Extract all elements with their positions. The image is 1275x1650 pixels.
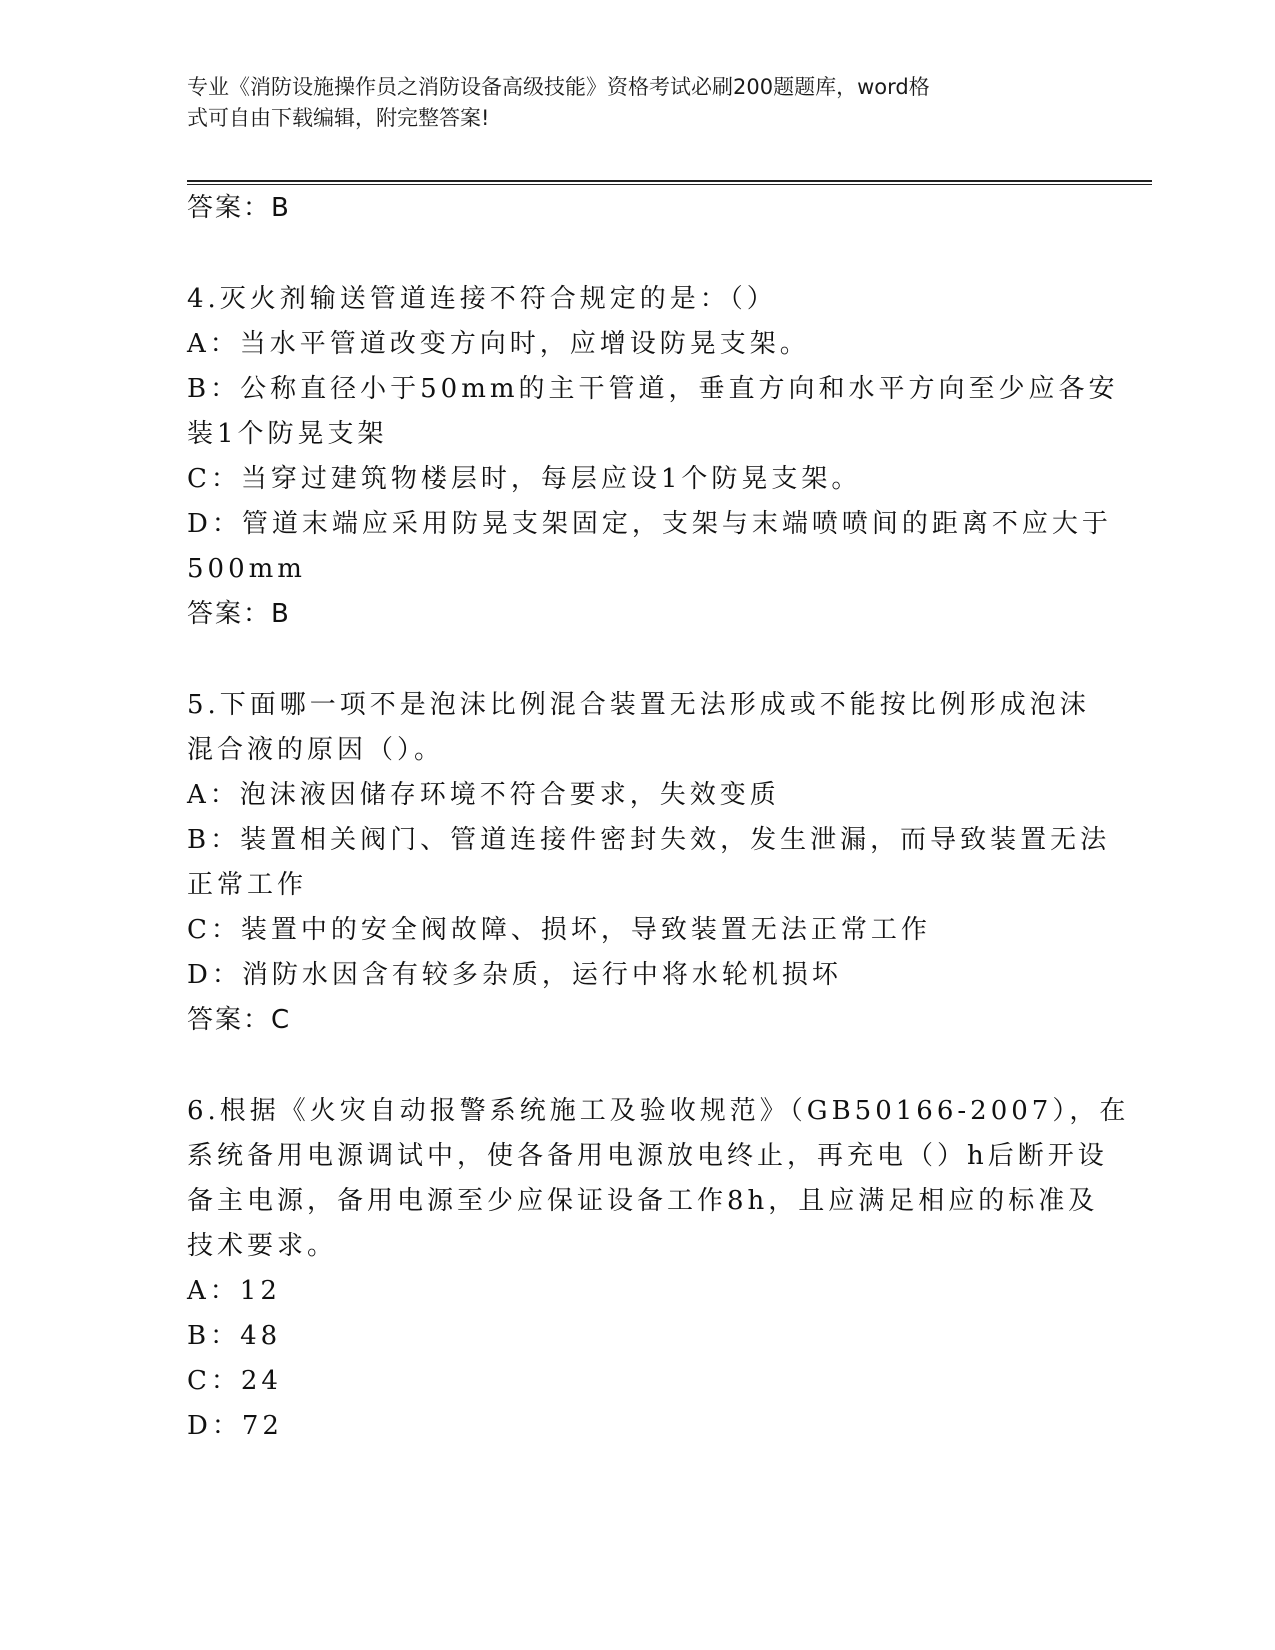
spacer xyxy=(187,637,1087,683)
question-4-stem: 4.灭火剂输送管道连接不符合规定的是：（） xyxy=(187,284,777,314)
question-4-option-c: C：当穿过建筑物楼层时，每层应设1个防晃支架。 xyxy=(187,464,862,494)
question-6 xyxy=(187,1089,1130,1449)
question-4-option-d-line-1: D：管道末端应采用防晃支架固定，支架与末端喷喷间的距离不应大于 xyxy=(187,509,1112,539)
question-6-stem-line-2: 系统备用电源调试中，使各备用电源放电终止，再充电（）h后断开设 xyxy=(187,1141,1108,1171)
header-line-2: 式可自由下载编辑，附完整答案! xyxy=(187,106,490,130)
document-header xyxy=(187,72,1067,134)
header-line-1: 专业《消防设施操作员之消防设备高级技能》资格考试必刷200题题库，word格 xyxy=(187,75,930,99)
question-5-option-d: D：消防水因含有较多杂质，运行中将水轮机损坏 xyxy=(187,960,842,990)
spacer xyxy=(187,231,1087,277)
question-5-option-c: C：装置中的安全阀故障、损坏，导致装置无法正常工作 xyxy=(187,915,931,945)
question-6-option-c: C：24 xyxy=(187,1366,282,1396)
question-6-stem-line-4: 技术要求。 xyxy=(187,1231,338,1261)
question-5 xyxy=(187,683,1111,1043)
question-6-option-a: A：12 xyxy=(187,1276,281,1306)
question-5-stem-line-2: 混合液的原因（）。 xyxy=(187,735,445,765)
spacer xyxy=(187,1043,1087,1089)
question-4 xyxy=(187,277,1119,637)
question-6-option-b: B：48 xyxy=(187,1321,282,1351)
question-4-answer: 答案：B xyxy=(187,599,291,629)
question-5-option-a: A：泡沫液因储存环境不符合要求，失效变质 xyxy=(187,780,780,810)
header-divider xyxy=(187,180,1152,185)
question-4-option-b-line-2: 装1个防晃支架 xyxy=(187,419,388,449)
question-6-stem-line-3: 备主电源，备用电源至少应保证设备工作8h，且应满足相应的标准及 xyxy=(187,1186,1099,1216)
question-4-option-b-line-1: B：公称直径小于50mm的主干管道，垂直方向和水平方向至少应各安 xyxy=(187,374,1119,404)
question-6-option-d: D：72 xyxy=(187,1411,283,1441)
question-6-stem-line-1: 6.根据《火灾自动报警系统施工及验收规范》（GB50166-2007），在 xyxy=(187,1096,1130,1126)
question-4-option-a: A：当水平管道改变方向时，应增设防晃支架。 xyxy=(187,329,810,359)
question-5-answer: 答案：C xyxy=(187,1005,292,1035)
previous-answer: 答案：B xyxy=(187,193,291,223)
question-5-stem-line-1: 5.下面哪一项不是泡沫比例混合装置无法形成或不能按比例形成泡沫 xyxy=(187,690,1090,720)
question-5-option-b-line-1: B：装置相关阀门、管道连接件密封失效，发生泄漏，而导致装置无法 xyxy=(187,825,1111,855)
question-4-option-d-line-2: 500mm xyxy=(187,554,306,584)
document-body xyxy=(187,186,1130,1449)
question-5-option-b-line-2: 正常工作 xyxy=(187,870,308,900)
